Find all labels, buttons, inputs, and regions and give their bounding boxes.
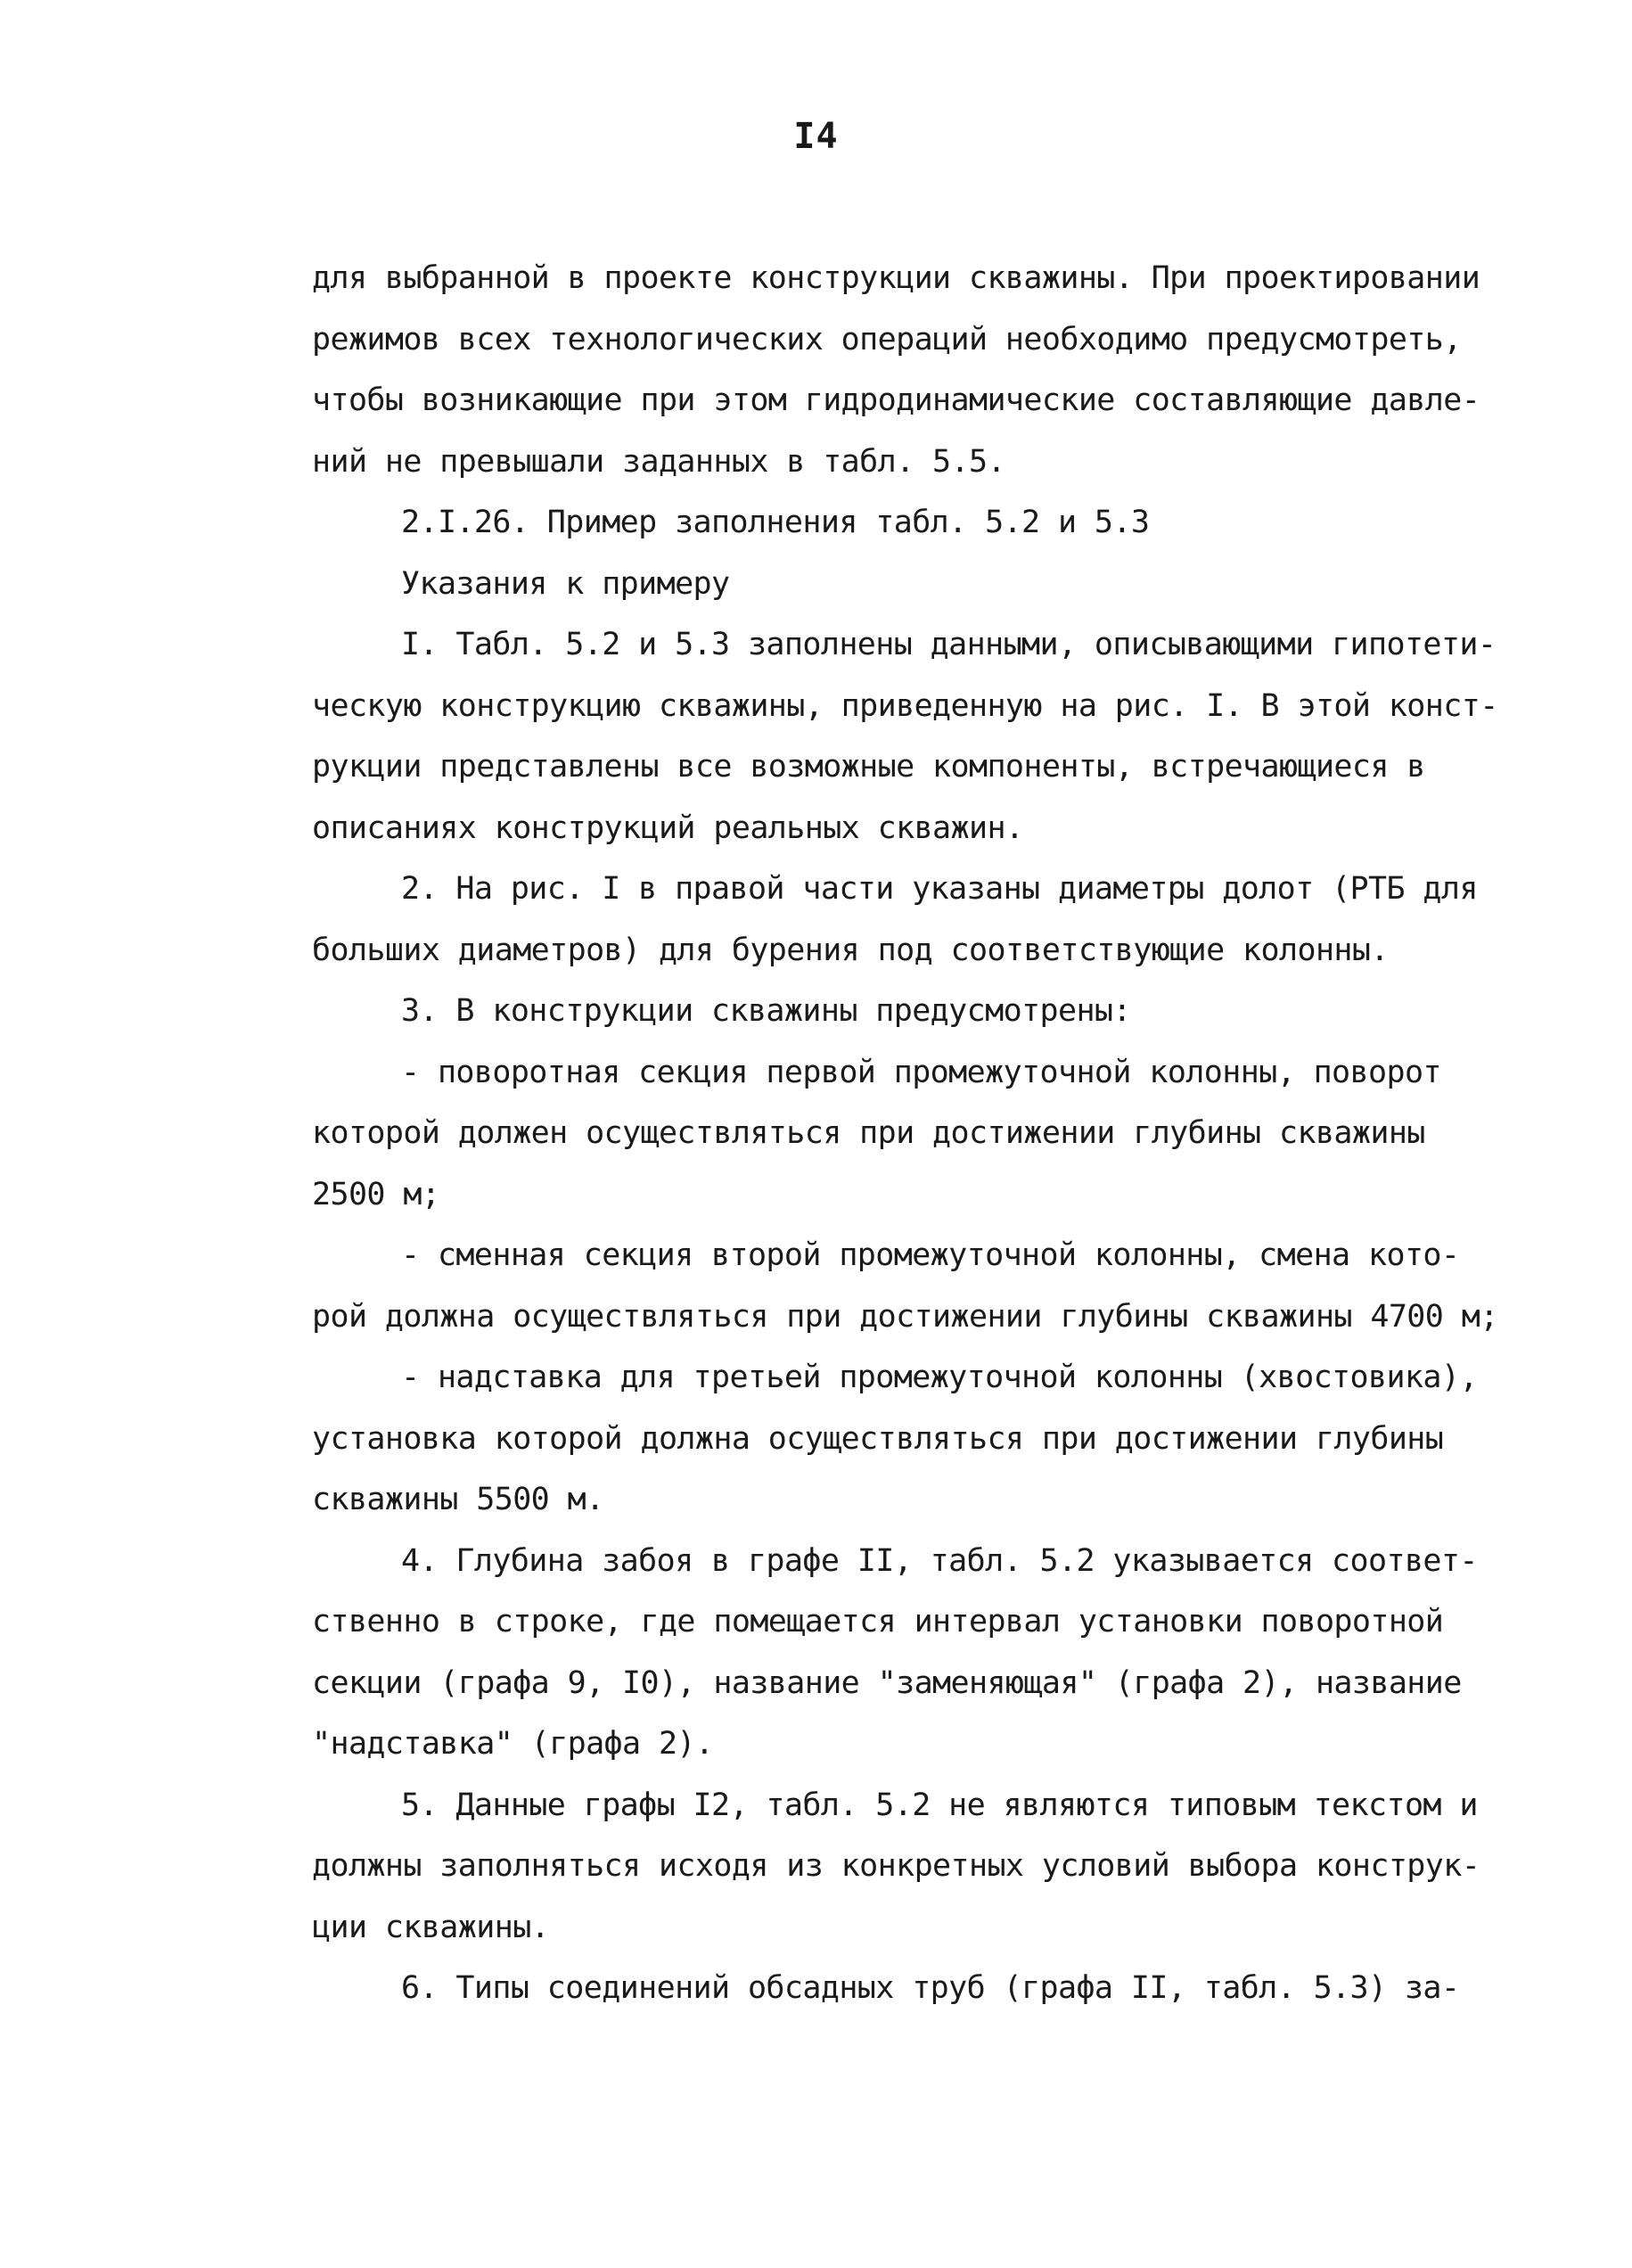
text-line: 3. В конструкции скважины предусмотрены: bbox=[401, 993, 1131, 1029]
text-line: режимов всех технологических операций необходимо предусмотреть, bbox=[312, 321, 1462, 357]
text-line: 6. Типы соединений обсадных труб (графа II, табл. 5.3) за- bbox=[401, 1970, 1460, 2006]
text-line: 2.I.26. Пример заполнения табл. 5.2 и 5.3 bbox=[401, 505, 1150, 540]
text-line: ний не превышали заданных в табл. 5.5. bbox=[312, 443, 1005, 480]
text-line: "надставка" (графа 2). bbox=[312, 1726, 714, 1762]
text-line: 2500 м; bbox=[312, 1176, 440, 1212]
body-text bbox=[312, 248, 1524, 2019]
text-line: 2. На рис. I в правой части указаны диаметры долот (РТБ для bbox=[401, 871, 1478, 907]
text-line: секции (графа 9, I0), название "заменяющая" (графа 2), название bbox=[312, 1664, 1462, 1701]
text-line: рой должна осуществляться при достижении глубины скважины 4700 м; bbox=[312, 1298, 1498, 1335]
text-line: ческую конструкцию скважины, приведенную на рис. I. В этой конст- bbox=[312, 687, 1498, 724]
text-line: 4. Глубина забоя в графе II, табл. 5.2 указывается соответ- bbox=[401, 1542, 1478, 1579]
page-number: I4 bbox=[793, 116, 839, 157]
text-line: должны заполняться исходя из конкретных условий выбора конструк- bbox=[312, 1848, 1480, 1884]
text-line: скважины 5500 м. bbox=[312, 1482, 604, 1517]
text-line: для выбранной в проекте конструкции скважины. При проектировании bbox=[312, 260, 1480, 296]
text-line: больших диаметров) для бурения под соответствующие колонны. bbox=[312, 932, 1389, 968]
text-line: - надставка для третьей промежуточной колонны (хвостовика), bbox=[401, 1360, 1478, 1395]
text-line: - сменная секция второй промежуточной колонны, смена кото- bbox=[401, 1237, 1460, 1273]
text-line: описаниях конструкций реальных скважин. bbox=[312, 809, 1024, 846]
text-line: ственно в строке, где помещается интервал установки поворотной bbox=[312, 1604, 1444, 1639]
text-line: установка которой должна осуществляться при достижении глубины bbox=[312, 1420, 1444, 1457]
text-line: ции скважины. bbox=[312, 1909, 550, 1945]
text-line: которой должен осуществляться при достижении глубины скважины bbox=[312, 1115, 1425, 1151]
text-line: чтобы возникающие при этом гидродинамические составляющие давле- bbox=[312, 382, 1480, 418]
text-line: рукции представлены все возможные компоненты, встречающиеся в bbox=[312, 749, 1425, 785]
text-line: 5. Данные графы I2, табл. 5.2 не являются типовым текстом и bbox=[401, 1787, 1478, 1823]
text-line: Указания к примеру bbox=[401, 565, 730, 602]
text-line: - поворотная секция первой промежуточной колонны, поворот bbox=[401, 1054, 1441, 1090]
text-line: I. Табл. 5.2 и 5.3 заполнены данными, описывающими гипотети- bbox=[401, 627, 1497, 662]
